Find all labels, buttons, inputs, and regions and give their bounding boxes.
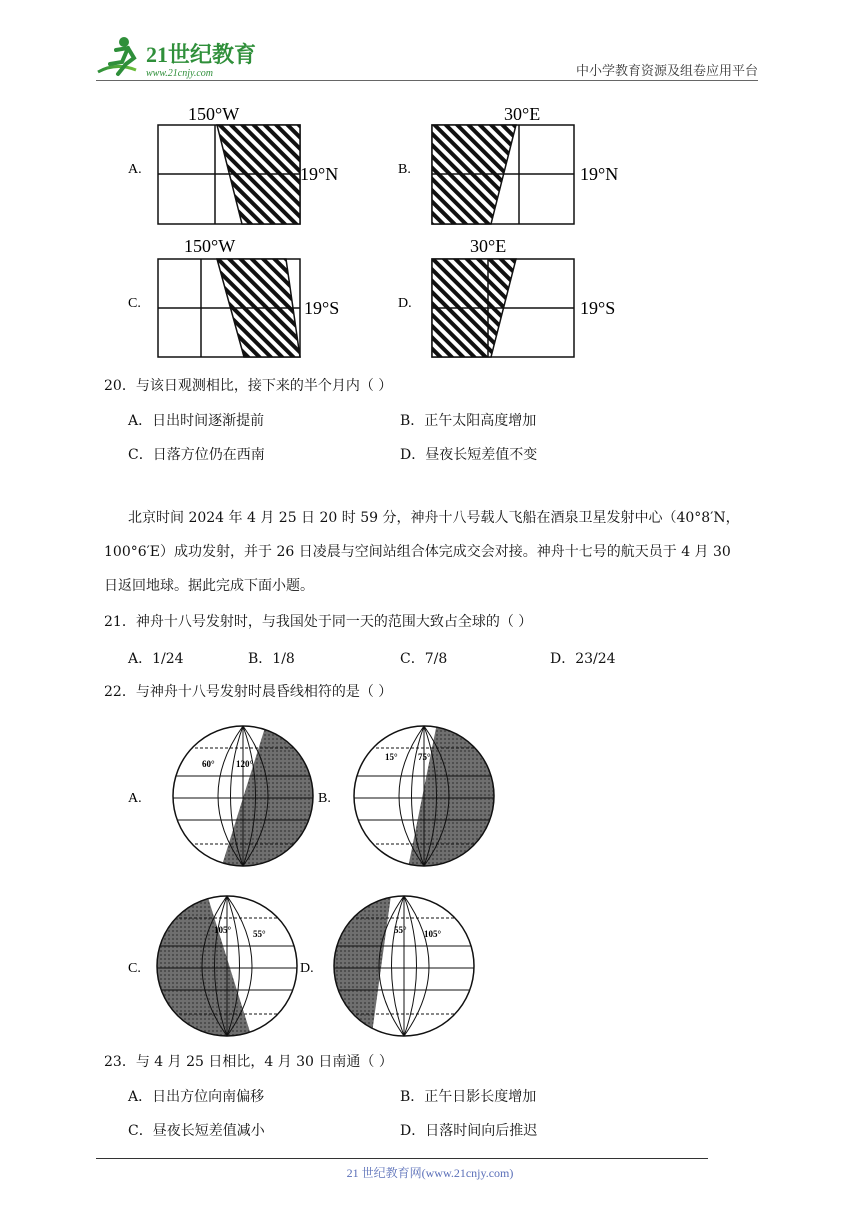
- q19-d-top-label: 30°E: [470, 236, 507, 256]
- q22-option-c: [128, 888, 310, 1040]
- q22-c-label: C.: [128, 961, 141, 976]
- q19-b-label: B.: [398, 162, 411, 177]
- passage-line-1: 北京时间 2024 年 4 月 25 日 20 时 59 分，神舟十八号载人飞船在酒泉卫星发射中心（40°8′N，: [128, 510, 740, 526]
- q21-option-c: C．7/8: [400, 651, 448, 667]
- q22-option-d: [300, 888, 490, 1040]
- q22-c-deg-2: 55°: [253, 929, 266, 939]
- q20-option-a: A．日出时间逐渐提前: [128, 413, 265, 429]
- site-logo: [96, 34, 266, 80]
- q22-d-label: D.: [300, 961, 314, 976]
- q19-a-top-label: 150°W: [188, 104, 240, 124]
- q22-b-deg-1: 15°: [385, 752, 398, 762]
- q22-c-deg-1: 105°: [214, 925, 232, 935]
- q19-b-side-label: 19°N: [580, 164, 619, 184]
- q22-a-label: A.: [128, 791, 142, 806]
- q20-option-c: C．日落方位仍在西南: [128, 447, 265, 463]
- footer-link[interactable]: 21 世纪教育网(www.21cnjy.com): [346, 1166, 514, 1180]
- q19-b-top-label: 30°E: [504, 104, 541, 124]
- q19-d-label: D.: [398, 296, 412, 311]
- q22-globe-grid: [120, 718, 500, 1040]
- q22-option-a: [128, 718, 320, 878]
- q22-d-deg-2: 105°: [424, 929, 442, 939]
- q22-a-deg-2: 120°: [236, 759, 254, 769]
- q19-d-side-label: 19°S: [580, 298, 616, 318]
- q23-option-c: C．昼夜长短差值减小: [128, 1123, 265, 1139]
- q22-d-deg-1: 55°: [394, 925, 407, 935]
- q21-stem: 21．神舟十八号发射时，与我国处于同一天的范围大致占全球的（ ）: [104, 614, 533, 630]
- q19-c-side-label: 19°S: [304, 298, 340, 318]
- header-divider: [96, 80, 758, 81]
- q20-stem: 20．与该日观测相比，接下来的半个月内（ ）: [104, 378, 393, 394]
- q23-option-b: B．正午日影长度增加: [400, 1089, 537, 1105]
- passage-line-3: 日返回地球。据此完成下面小题。: [104, 578, 314, 594]
- q20-option-d: D．昼夜长短差值不变: [400, 447, 538, 463]
- q21-option-a: A．1/24: [128, 651, 184, 667]
- q22-b-deg-2: 75°: [418, 752, 431, 762]
- q23-option-a: A．日出方位向南偏移: [128, 1089, 265, 1105]
- q19-option-c: [128, 236, 339, 357]
- logo-main-text: 21世纪教育: [146, 42, 257, 67]
- q20-option-b: B．正午太阳高度增加: [400, 413, 537, 429]
- q23-stem: 23．与 4 月 25 日相比，4 月 30 日南通（ ）: [104, 1054, 393, 1070]
- q21-option-d: D．23/24: [550, 651, 616, 667]
- q22-a-deg-1: 60°: [202, 759, 215, 769]
- q19-c-top-label: 150°W: [184, 236, 236, 256]
- q19-option-b: [398, 104, 618, 224]
- q22-b-label: B.: [318, 791, 331, 806]
- q19-c-label: C.: [128, 296, 141, 311]
- q22-option-b: [318, 718, 500, 878]
- header-platform-text: 中小学教育资源及组卷应用平台: [575, 64, 758, 79]
- q19-option-d: [398, 236, 615, 357]
- q22-stem: 22．与神舟十八号发射时晨昏线相符的是（ ）: [104, 684, 393, 700]
- q19-figure-grid: [120, 96, 640, 368]
- q21-option-b: B．1/8: [248, 651, 295, 667]
- q19-option-a: [128, 104, 338, 224]
- passage-line-2: 100°6′E）成功发射，并于 26 日凌晨与空间站组合体完成交会对接。神舟十七号的航天员于 4 月 30: [104, 544, 731, 560]
- footer-divider: [96, 1158, 708, 1159]
- logo-url-text: www.21cnjy.com: [146, 68, 214, 79]
- q23-option-d: D．日落时间向后推迟: [400, 1123, 538, 1139]
- q19-a-side-label: 19°N: [300, 164, 339, 184]
- q19-a-label: A.: [128, 162, 142, 177]
